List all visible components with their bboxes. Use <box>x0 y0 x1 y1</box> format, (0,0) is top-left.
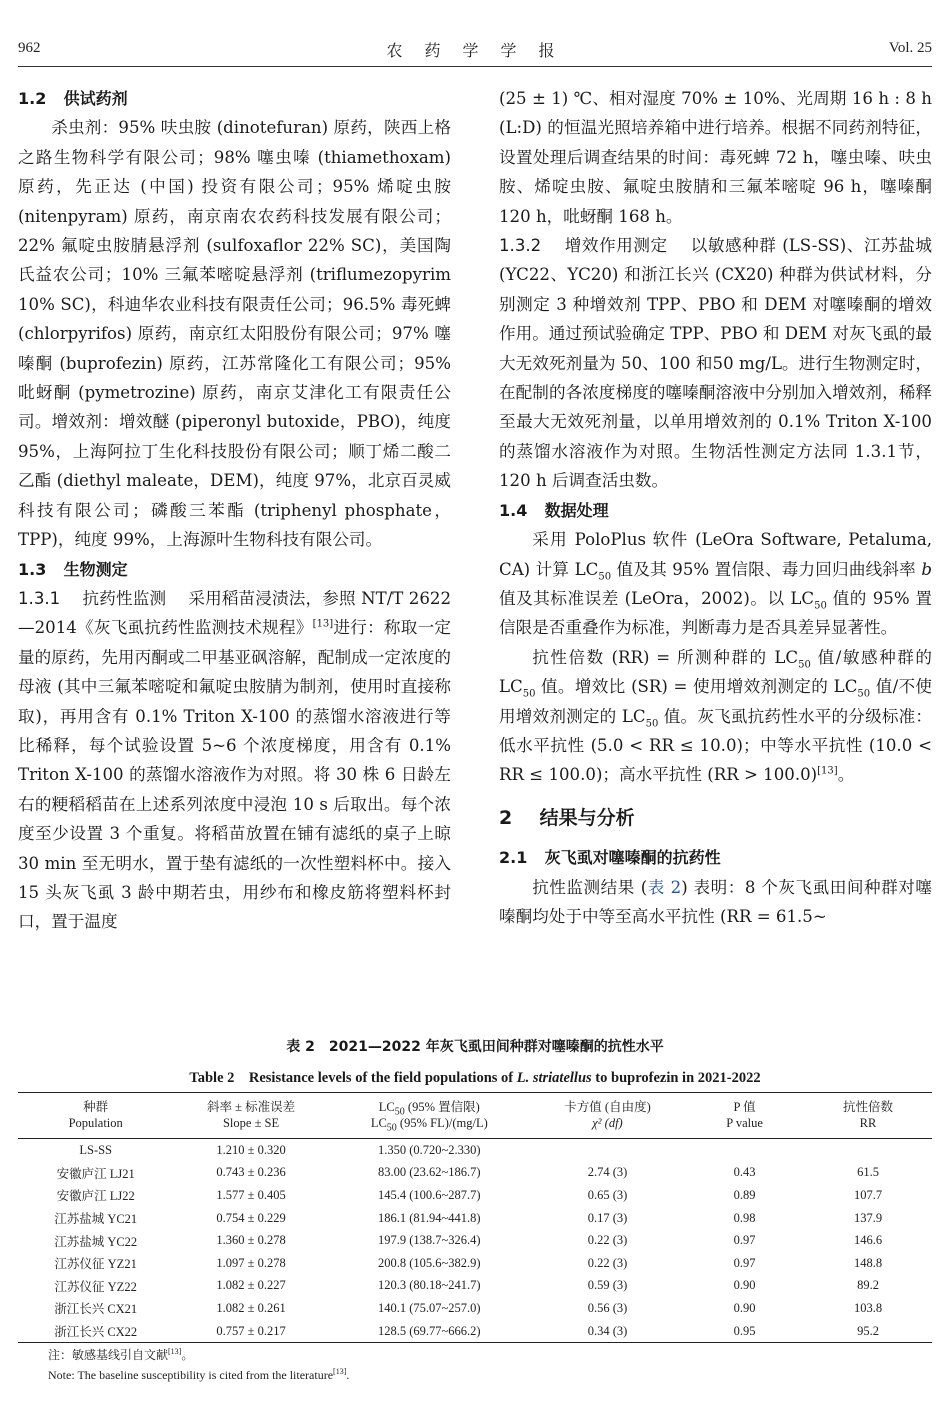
header-p-value: P 值 P value <box>726 1100 763 1130</box>
cell-chi: 2.74 (3) <box>587 1165 628 1180</box>
section-number: 1.4 <box>499 500 528 520</box>
page-number: 962 <box>18 40 41 56</box>
cell-chi: 0.22 (3) <box>587 1233 628 1248</box>
section-2-1-heading <box>499 843 932 872</box>
header-rule <box>18 66 932 67</box>
cell-lc50: 1.350 (0.720~2.330) <box>377 1142 481 1157</box>
cell-lc50: 200.8 (105.6~382.9) <box>377 1255 481 1270</box>
paragraph-1-3-1 <box>18 584 451 937</box>
subscript: 50 <box>857 688 871 700</box>
paragraph-text: 值。灰飞虱抗药性水平的分级标准：低水平抗性 (5.0 < RR ≤ 10.0)；中等水平抗性 (10.0 < RR ≤ 100.0)；高水平抗性 (RR > 100.0) <box>499 706 932 785</box>
cell-lc50: 128.5 (69.77~666.2) <box>377 1323 481 1338</box>
note-text: Note: The baseline susceptibility is cited from the literature <box>48 1368 334 1382</box>
cell-pop: 浙江长兴 CX21 <box>54 1302 138 1317</box>
subscript: 50 <box>598 570 612 582</box>
table-caption-cn: 表 2 2021—2022 年灰飞虱田间种群对噻嗪酮的抗性水平 <box>286 1039 664 1055</box>
paragraph-text: 值的 95% 置信限是否重叠作为标准，判断毒力是否具差异显著性。 <box>499 588 932 638</box>
paragraph-2-1 <box>499 873 932 932</box>
citation-link[interactable]: [13] <box>312 618 334 630</box>
table-row <box>18 1297 932 1320</box>
right-column <box>499 84 932 931</box>
section-number: 1.2 <box>18 89 47 108</box>
cell-lc50: 186.1 (81.94~441.8) <box>377 1210 481 1225</box>
cell-rr: 95.2 <box>857 1323 879 1338</box>
paragraph-text: 。 <box>837 765 855 785</box>
paragraph-text: 值/不使用增效剂测定的 LC <box>499 677 932 726</box>
paragraph-text: 抗性倍数 (RR) = 所测种群的 LC <box>532 647 799 667</box>
caption-text: Table 2 Resistance levels of the field populations of <box>189 1070 517 1086</box>
table-row <box>18 1252 932 1275</box>
note-text: 注：敏感基线引自文献 <box>48 1348 169 1362</box>
subscript: 50 <box>522 688 536 700</box>
cell-slope: 1.210 ± 0.320 <box>216 1142 286 1157</box>
citation-link[interactable]: [13] <box>333 1367 347 1376</box>
paragraph-agents: 杀虫剂：95% 呋虫胺 (dinotefuran) 原药，陕西上格之路生物科学有限公司；98% 噻虫嗪 (thiamethoxam) 原药，先正达 (中国) 投资有限公司；95% 烯啶虫胺 (nitenpyram) 原药，南京南农农药科技发展有限公司；22% 氟啶虫胺腈悬浮剂 (sulfoxaflor 22% SC)，美国陶氏益农公司；10% 三氟苯嘧啶悬浮剂 (triflumezopyrim 10% SC)，科迪华农业科技有限责任公司；96.5% 毒死蜱 (chlorpyrifos) 原药，南京红太阳股份有限公司；97% 噻嗪酮 (buprofezin) 原药，江苏常隆化工有限公司；95% 吡蚜酮 (pymetrozine) 原药，南京艾津化工有限责任公司。增效剂：增效醚 (piperonyl butoxide，PBO)，纯度 95%，上海阿拉丁生化科技股份有限公司；顺丁烯二酸二乙酯 (diethyl maleate，DEM)，纯度 97%，北京百灵威科技有限公司；磷酸三苯酯 (triphenyl phosphate，TPP)，纯度 99%，上海源叶生物科技有限公司。 <box>18 118 451 550</box>
paragraph-1-3-2 <box>499 231 932 496</box>
cell-slope: 1.097 ± 0.278 <box>216 1255 286 1270</box>
cell-p: 0.97 <box>733 1233 756 1248</box>
cell-chi: 0.22 (3) <box>587 1255 628 1270</box>
table-caption-en <box>18 1066 932 1087</box>
paragraph-text: 抗性监测结果 ( <box>532 877 648 897</box>
cell-pop: 江苏盐城 YC21 <box>54 1212 138 1227</box>
paragraph-data-processing <box>499 525 932 643</box>
table-row <box>18 1184 932 1207</box>
cell-p: 0.90 <box>733 1300 756 1315</box>
cell-rr <box>804 1139 932 1162</box>
cell-pop: 江苏仪征 YZ22 <box>54 1279 137 1294</box>
species-name: L. striatellus <box>516 1070 592 1086</box>
cell-chi: 0.34 (3) <box>587 1323 628 1338</box>
paragraph-resistance-ratio <box>499 643 932 790</box>
cell-slope: 1.082 ± 0.227 <box>216 1278 286 1293</box>
header-lc50: $LC_{50}$ (95% 置信限) $LC_{50}$ (95% FL)/(mg/L) <box>370 1100 488 1134</box>
cell-rr: 89.2 <box>857 1278 879 1293</box>
cell-pop: 江苏仪征 YZ21 <box>54 1257 137 1272</box>
note-text: . <box>346 1368 350 1382</box>
cell-p: 0.43 <box>733 1165 756 1180</box>
cell-lc50: 120.3 (80.18~241.7) <box>377 1278 481 1293</box>
cell-chi: 0.59 (3) <box>587 1278 628 1293</box>
cell-chi: 0.56 (3) <box>587 1300 628 1315</box>
header-rr: 抗性倍数 RR <box>843 1100 894 1130</box>
cell-rr: 146.6 <box>853 1233 883 1248</box>
cell-rr: 137.9 <box>853 1210 883 1225</box>
subsection-title: 抗药性监测 <box>82 588 167 608</box>
left-column <box>18 84 451 937</box>
table-note-en <box>48 1368 349 1383</box>
header-chi-square: 卡方值 (自由度) χ² (df) <box>564 1100 651 1130</box>
cell-slope: 0.754 ± 0.229 <box>216 1210 286 1225</box>
cell-pop: LS-SS <box>79 1142 113 1157</box>
table-row <box>18 1139 932 1162</box>
cell-pop: 安徽庐江 LJ21 <box>56 1166 135 1181</box>
paragraph-text: 进行：称取一定量的原药，先用丙酮或二甲基亚砜溶解，配制成一定浓度的母液 (其中三氟苯嘧啶和氟啶虫胺腈为制剂，使用时直接称取)，再用含有 0.1% Triton X-100 的蒸馏水溶液进行等比稀释，每个试验设置 5~6 个浓度梯度，用含有 0.1% Triton X-100 的蒸馏水溶液作为对照。将 30 株 6 日龄左右的粳稻稻苗在上述系列浓度中浸泡 10 s 后取出。每个浓度至少设置 3 个重复。将稻苗放置在铺有滤纸的桌子上晾 30 min 至无明水，置于垫有滤纸的一次性塑料杯中。接入 15 头灰飞虱 3 龄中期若虫，用纱布和橡皮筋将塑料杯封口，置于温度 <box>18 618 452 932</box>
paragraph-text: 以敏感种群 (LS-SS)、江苏盐城 (YC22、YC20) 和浙江长兴 (CX20) 种群为供试材料，分别测定 3 种增效剂 TPP、PBO 和 DEM 对噻嗪酮的增效作用。通过预试验确定 TPP、PBO 和 DEM 对灰飞虱的最大无效死剂量为 50、100 和50 mg/L。进行生物测定时，在配制的各浓度梯度的噻嗪酮溶液中分别加入增效剂，稀释至最大无效死剂量，以单用增效剂的 0.1% Triton X-100 的蒸馏水溶液作为对照。生物活性测定方法同 1.3.1节，120 h 后调查活虫数。 <box>499 236 932 491</box>
paragraph-text: ) 表明：8 个灰飞虱田间种群对噻嗪酮均处于中等至高水平抗性 (RR = 61.5~ <box>499 877 932 926</box>
cell-p: 0.95 <box>733 1323 756 1338</box>
paragraph-text: 值。增效比 (SR) = 使用增效剂测定的 LC <box>535 677 858 697</box>
cell-lc50: 145.4 (100.6~287.7) <box>377 1187 481 1202</box>
cell-slope: 0.757 ± 0.217 <box>216 1323 286 1338</box>
header-slope: 斜率 ± 标准误差 Slope ± SE <box>207 1100 296 1130</box>
section-1-4-heading <box>499 496 932 525</box>
subsection-title: 增效作用测定 <box>564 236 668 256</box>
table-note-cn <box>48 1346 193 1363</box>
subscript: 50 <box>814 600 827 612</box>
cell-slope: 1.577 ± 0.405 <box>216 1187 286 1202</box>
cell-p: 0.98 <box>733 1210 756 1225</box>
table-header-row <box>18 1093 932 1139</box>
subscript: 50 <box>645 717 659 729</box>
cell-p <box>685 1139 804 1162</box>
cell-pop: 江苏盐城 YC22 <box>54 1234 138 1249</box>
cell-rr: 103.8 <box>853 1300 883 1315</box>
volume-label: Vol. 25 <box>888 40 932 56</box>
cell-slope: 1.082 ± 0.261 <box>216 1300 286 1315</box>
cell-p: 0.97 <box>733 1255 756 1270</box>
cell-chi <box>530 1139 685 1162</box>
section-1-3-heading <box>18 555 451 584</box>
section-title: 供试药剂 <box>63 89 128 108</box>
cell-chi: 0.65 (3) <box>587 1187 628 1202</box>
subsection-number: 1.3.2 <box>499 236 542 256</box>
subsection-number: 1.3.1 <box>18 588 61 608</box>
cell-p: 0.90 <box>733 1278 756 1293</box>
paragraph-text: 值/敏感种群的 LC <box>499 647 932 697</box>
italic-symbol: b <box>921 559 932 579</box>
citation-link[interactable]: [13] <box>817 765 838 777</box>
cell-lc50: 83.00 (23.62~186.7) <box>377 1165 481 1180</box>
cell-rr: 61.5 <box>857 1165 879 1180</box>
table-row <box>18 1320 932 1343</box>
section-title: 数据处理 <box>544 500 609 520</box>
cell-pop: 浙江长兴 CX22 <box>54 1325 138 1340</box>
cell-rr: 148.8 <box>853 1255 883 1270</box>
section-title: 生物测定 <box>63 559 128 579</box>
citation-link[interactable]: [13] <box>168 1347 182 1356</box>
paragraph-text: 值及其标准误差 (LeOra，2002)。以 LC <box>499 588 815 608</box>
caption-text: to buprofezin in 2021-2022 <box>591 1070 761 1086</box>
section-1-2-heading <box>18 84 451 113</box>
section-number: 1.3 <box>18 559 47 579</box>
note-text: 。 <box>181 1348 194 1362</box>
cell-lc50: 197.9 (138.7~326.4) <box>377 1233 481 1248</box>
paragraph-text: 值及其 95% 置信限、毒力回归曲线斜率 <box>611 559 922 579</box>
journal-title: 农 药 学 学 报 <box>386 43 564 60</box>
paragraph-text: 采用稻苗浸渍法，参照 NT/T 2622—2014《灰飞虱抗药性监测技术规程》 <box>18 588 452 638</box>
table-row <box>18 1275 932 1298</box>
cell-p: 0.89 <box>733 1187 756 1202</box>
cell-rr: 107.7 <box>853 1187 883 1202</box>
section-number: 2 <box>499 806 513 829</box>
cell-pop: 安徽庐江 LJ22 <box>56 1189 135 1204</box>
table-row <box>18 1162 932 1185</box>
table-row <box>18 1229 932 1252</box>
header-population: 种群 Population <box>68 1100 123 1130</box>
subscript: 50 <box>798 659 811 671</box>
section-number: 2.1 <box>499 848 528 868</box>
cell-lc50: 140.1 (75.07~257.0) <box>377 1300 481 1315</box>
section-title: 灰飞虱对噻嗪酮的抗药性 <box>544 848 721 868</box>
resistance-table <box>18 1092 932 1343</box>
cell-slope: 1.360 ± 0.278 <box>216 1233 286 1248</box>
cell-chi: 0.17 (3) <box>587 1210 628 1225</box>
running-header <box>18 40 932 66</box>
section-title: 结果与分析 <box>539 806 635 829</box>
cell-slope: 0.743 ± 0.236 <box>216 1165 286 1180</box>
section-2-heading <box>499 804 932 833</box>
paragraph-text: 采用 PoloPlus 软件 (LeOra Software, Petaluma, CA) 计算 LC <box>499 530 932 579</box>
paragraph-continued: (25 ± 1) ℃、相对湿度 70% ± 10%、光周期 16 h : 8 h (L:D) 的恒温光照培养箱中进行培养。根据不同药剂特征，设置处理后调查结果的时间：毒死蜱 72 h，噻虫嗪、呋虫胺、烯啶虫胺、氟啶虫胺腈和三氟苯嘧啶 96 h，噻嗪酮 120 h，吡蚜酮 168 h。 <box>499 89 932 226</box>
table-reference-link[interactable]: 表 2 <box>647 877 682 897</box>
table-row <box>18 1207 932 1230</box>
